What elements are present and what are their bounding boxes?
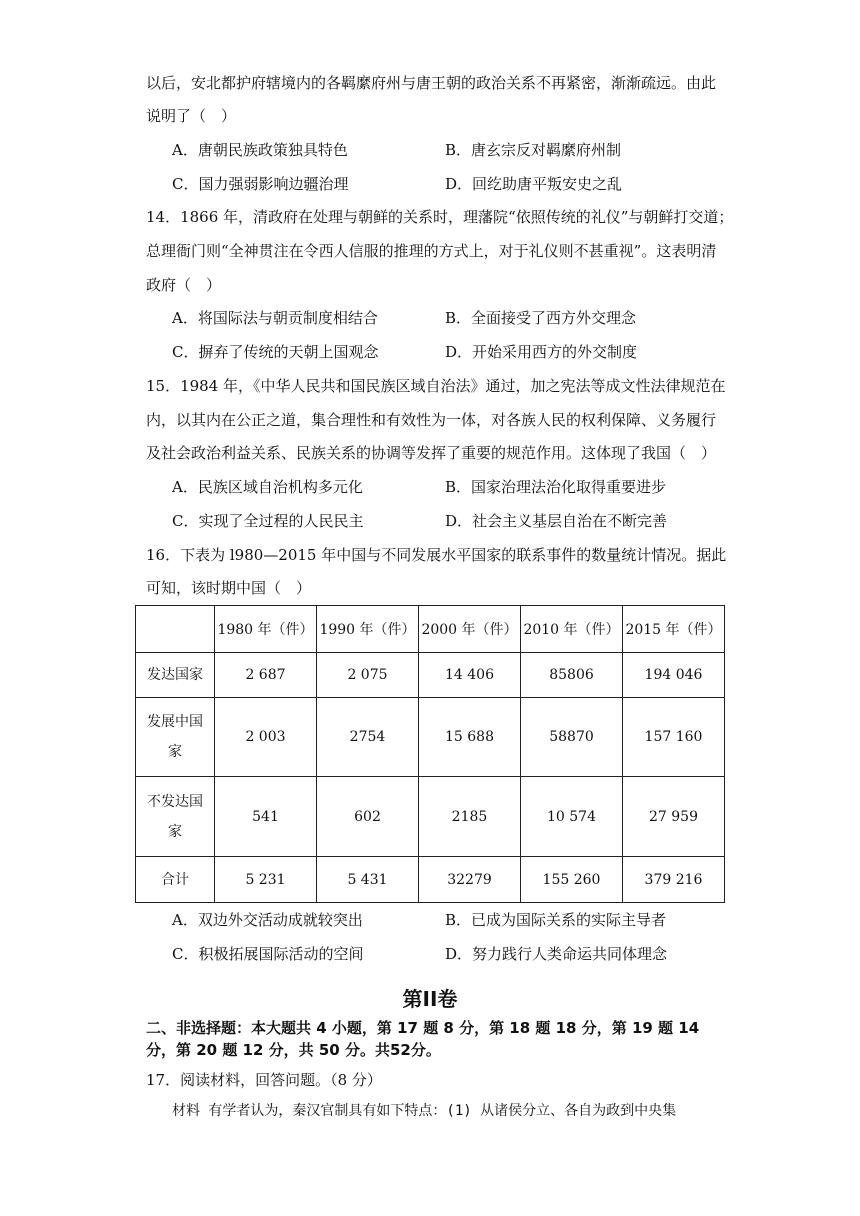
section-heading-line-2: 分，第 20 题 12 分，共 50 分。共52分。 (146, 1041, 441, 1059)
table-cell: 602 (317, 777, 419, 857)
table-cell: 2754 (317, 698, 419, 777)
q13-option-c[interactable]: C．国力强弱影响边疆治理 (172, 175, 349, 193)
row-label (136, 777, 215, 857)
q14-option-a[interactable]: A．将国际法与朝贡制度相结合 (172, 309, 378, 327)
row-label-text: 家 (168, 744, 182, 760)
table-cell: 10 574 (521, 777, 623, 857)
q15-line-1: 15．1984 年，《中华人民共和国民族区域自治法》通过，加之宪法等成文性法律规范在 (146, 377, 726, 395)
q17-title: 17．阅读材料，回答问题。（8 分） (146, 1071, 382, 1089)
table-cell: 155 260 (521, 857, 623, 903)
table-header-cell (136, 606, 215, 653)
table-header-cell: 1990 年（件） (317, 606, 419, 653)
table-header-cell: 1980 年（件） (215, 606, 317, 653)
table-row (136, 698, 725, 777)
q17-material: 材料 有学者认为，秦汉官制具有如下特点：(1) 从诸侯分立、各自为政到中央集 (172, 1103, 677, 1119)
table-header-row (136, 606, 725, 653)
table-cell: 58870 (521, 698, 623, 777)
table-cell: 15 688 (419, 698, 521, 777)
q15-option-c[interactable]: C．实现了全过程的人民民主 (172, 512, 364, 530)
table-cell: 2 075 (317, 653, 419, 698)
table-cell: 85806 (521, 653, 623, 698)
q13-option-d[interactable]: D．回纥助唐平叛安史之乱 (445, 175, 623, 193)
part-title: 第II卷 (402, 987, 458, 1011)
row-label-text: 家 (168, 823, 182, 840)
q13-line-1: 以后，安北都护府辖境内的各羁縻府州与唐王朝的政治关系不再紧密，渐渐疏远。由此 (146, 74, 717, 92)
row-label-text: 合计 (161, 871, 189, 888)
table-cell: 194 046 (623, 653, 725, 698)
row-label-text: 发达国家 (147, 667, 203, 683)
q14-line-1: 14．1866 年，清政府在处理与朝鲜的关系时，理藩院“依照传统的礼仪”与朝鲜打交道； (146, 208, 734, 226)
table-cell: 32279 (419, 857, 521, 903)
row-label-text: 发展中国 (147, 714, 203, 730)
table-row (136, 777, 725, 857)
q13-option-a[interactable]: A．唐朝民族政策独具特色 (172, 141, 348, 159)
table-header-cell: 2010 年（件） (521, 606, 623, 653)
q14-option-d[interactable]: D．开始采用西方的外交制度 (445, 343, 638, 361)
statistics-table (135, 605, 725, 903)
table-cell: 379 216 (623, 857, 725, 903)
row-label (136, 857, 215, 903)
q15-option-d[interactable]: D．社会主义基层自治在不断完善 (445, 512, 668, 530)
row-label (136, 653, 215, 698)
q16-option-c[interactable]: C．积极拓展国际活动的空间 (172, 945, 364, 963)
q16-line-1: 16．下表为 l980—2015 年中国与不同发展水平国家的联系事件的数量统计情况。据此 (146, 546, 727, 564)
row-label (136, 698, 215, 777)
row-label-text: 不发达国 (147, 793, 203, 810)
table-cell: 157 160 (623, 698, 725, 777)
table-cell: 5 231 (215, 857, 317, 903)
table-row (136, 653, 725, 698)
table-row-total (136, 857, 725, 903)
q15-line-3: 及社会政治利益关系、民族关系的协调等发挥了重要的规范作用。这体现了我国（ ） (146, 444, 717, 462)
table-header-cell: 2015 年（件） (623, 606, 725, 653)
q15-option-a[interactable]: A．民族区域自治机构多元化 (172, 478, 363, 496)
q13-line-2: 说明了（ ） (146, 107, 237, 125)
q14-line-3: 政府（ ） (146, 276, 222, 294)
table-header-cell: 2000 年（件） (419, 606, 521, 653)
q14-line-2: 总理衙门则“全神贯注在令西人信服的推理的方式上，对于礼仪则不甚重视”。这表明清 (146, 242, 717, 260)
table-cell: 2 687 (215, 653, 317, 698)
q16-option-d[interactable]: D．努力践行人类命运共同体理念 (445, 945, 668, 963)
q15-line-2: 内，以其内在公正之道，集合理性和有效性为一体，对各族人民的权利保障、义务履行 (146, 411, 717, 429)
table-cell: 27 959 (623, 777, 725, 857)
q13-option-b[interactable]: B．唐玄宗反对羁縻府州制 (445, 141, 622, 159)
table-cell: 14 406 (419, 653, 521, 698)
table-cell: 2 003 (215, 698, 317, 777)
q14-option-b[interactable]: B．全面接受了西方外交理念 (445, 309, 637, 327)
q14-option-c[interactable]: C．摒弃了传统的天朝上国观念 (172, 343, 379, 361)
q15-option-b[interactable]: B．国家治理法治化取得重要进步 (445, 478, 667, 496)
q16-line-2: 可知，该时期中国（ ） (146, 579, 312, 597)
table-cell: 2185 (419, 777, 521, 857)
table-cell: 541 (215, 777, 317, 857)
section-heading-line-1: 二、非选择题：本大题共 4 小题，第 17 题 8 分，第 18 题 18 分，第 19 题 14 (146, 1019, 700, 1037)
table-cell: 5 431 (317, 857, 419, 903)
q16-option-a[interactable]: A．双边外交活动成就较突出 (172, 911, 363, 929)
q16-option-b[interactable]: B．已成为国际关系的实际主导者 (445, 911, 667, 929)
